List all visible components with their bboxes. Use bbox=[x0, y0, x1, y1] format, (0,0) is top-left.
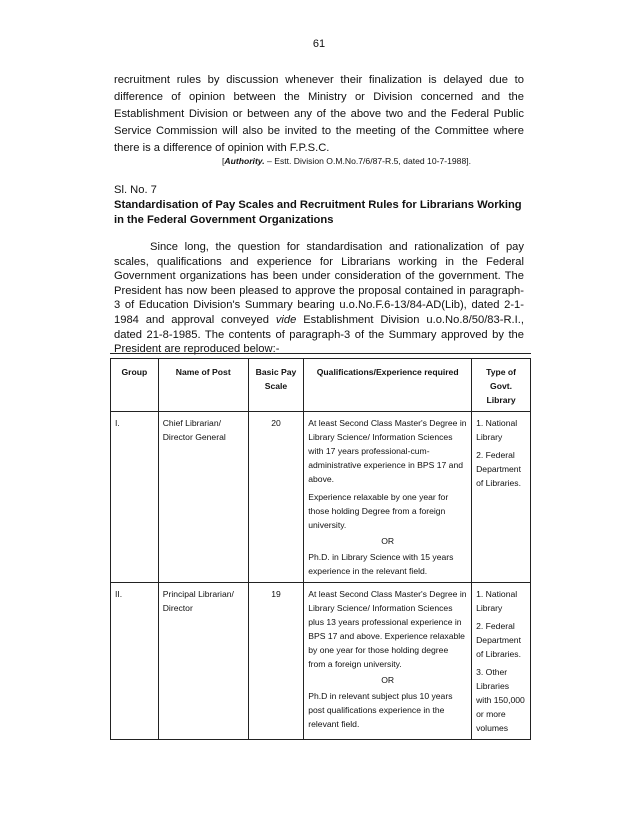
cell-library-type bbox=[472, 412, 531, 583]
cell-scale: 19 bbox=[248, 583, 303, 740]
cell-group: I. bbox=[111, 412, 159, 583]
authority-open-bracket: [ bbox=[222, 156, 225, 166]
authority-label: Authority. bbox=[224, 156, 265, 166]
qualification-main: At least Second Class Master's Degree in Library Science/ Information Sciences with 17 years professional-cum-administrative experience in BPS 17 and above. bbox=[308, 418, 467, 484]
authority-text: – Estt. Division O.M.No.7/6/87-R.5, dated 10-7-1988]. bbox=[264, 156, 472, 166]
cell-library-type bbox=[472, 583, 531, 740]
section-heading: Standardisation of Pay Scales and Recruitment Rules for Librarians Working in the Federal Government Organizations bbox=[114, 199, 522, 226]
page-number: 61 bbox=[312, 38, 326, 50]
header-qualifications: Qualifications/Experience required bbox=[304, 359, 472, 412]
cell-scale: 20 bbox=[248, 412, 303, 583]
header-group: Group bbox=[111, 359, 159, 412]
table-header-row bbox=[111, 359, 531, 412]
qualification-alternative: Ph.D in relevant subject plus 10 years post qualifications experience in the relevant field. bbox=[308, 691, 453, 729]
authority-citation bbox=[222, 156, 471, 166]
table-row bbox=[111, 412, 531, 583]
library-type-item: 3. Other Libraries with 150,000 or more volumes bbox=[476, 667, 525, 733]
qualification-relaxation: Experience relaxable by one year for those holding Degree from a foreign university. bbox=[308, 492, 449, 530]
pay-scales-table bbox=[110, 358, 531, 740]
library-type-item: 2. Federal Department of Libraries. bbox=[476, 450, 521, 488]
header-scale: Basic Pay Scale bbox=[248, 359, 303, 412]
qualification-or: OR bbox=[381, 536, 395, 546]
table-row bbox=[111, 583, 531, 740]
cell-qualifications bbox=[304, 412, 472, 583]
body-vide: vide bbox=[275, 313, 297, 326]
table-top-rule bbox=[110, 353, 531, 354]
library-type-item: 2. Federal Department of Libraries. bbox=[476, 621, 521, 659]
cell-post: Chief Librarian/ Director General bbox=[158, 412, 248, 583]
serial-number: Sl. No. 7 bbox=[114, 184, 157, 196]
qualification-main: At least Second Class Master's Degree in Library Science/ Information Sciences plus 13 years professional experience in BPS 17 and above. Experience relaxable by one year for those holding degree from a foreign university. bbox=[308, 589, 467, 669]
library-type-item: 1. National Library bbox=[476, 589, 518, 613]
qualification-alternative: Ph.D. in Library Science with 15 years experience in the relevant field. bbox=[308, 552, 454, 576]
intro-paragraph: recruitment rules by discussion whenever their finalization is delayed due to difference of opinion between the Ministry or Division concerned and the Establishment Division or between any of the above two and the Federal Public Service Commission will also be invited to the meeting of the Committee where there is a difference of opinion with F.P.S.C. bbox=[114, 74, 524, 154]
body-part-2: Establishment Division u.o.No.8/50/83-R.I., dated 21-8-1985. The contents of paragraph-3 of the Summary approved by the President are reproduced below:- bbox=[114, 313, 524, 356]
body-part-1: Since long, the question for standardisation and rationalization of pay scales, qualifications and experience for Librarians working in the Federal Government organizations has been under consideration of the government. The President has now been pleased to approve the proposal contained in paragraph-3 of Education Division's Summary bearing u.o.No.F.6-13/84-AD(Lib), dated 2-1-1984 and approval conveyed bbox=[114, 241, 524, 326]
cell-post: Principal Librarian/ Director bbox=[158, 583, 248, 740]
qualification-or: OR bbox=[381, 675, 395, 685]
library-type-item: 1. National Library bbox=[476, 418, 518, 442]
header-library-type: Type of Govt. Library bbox=[472, 359, 531, 412]
header-post: Name of Post bbox=[158, 359, 248, 412]
body-paragraph bbox=[114, 240, 524, 357]
cell-qualifications bbox=[304, 583, 472, 740]
cell-group: II. bbox=[111, 583, 159, 740]
